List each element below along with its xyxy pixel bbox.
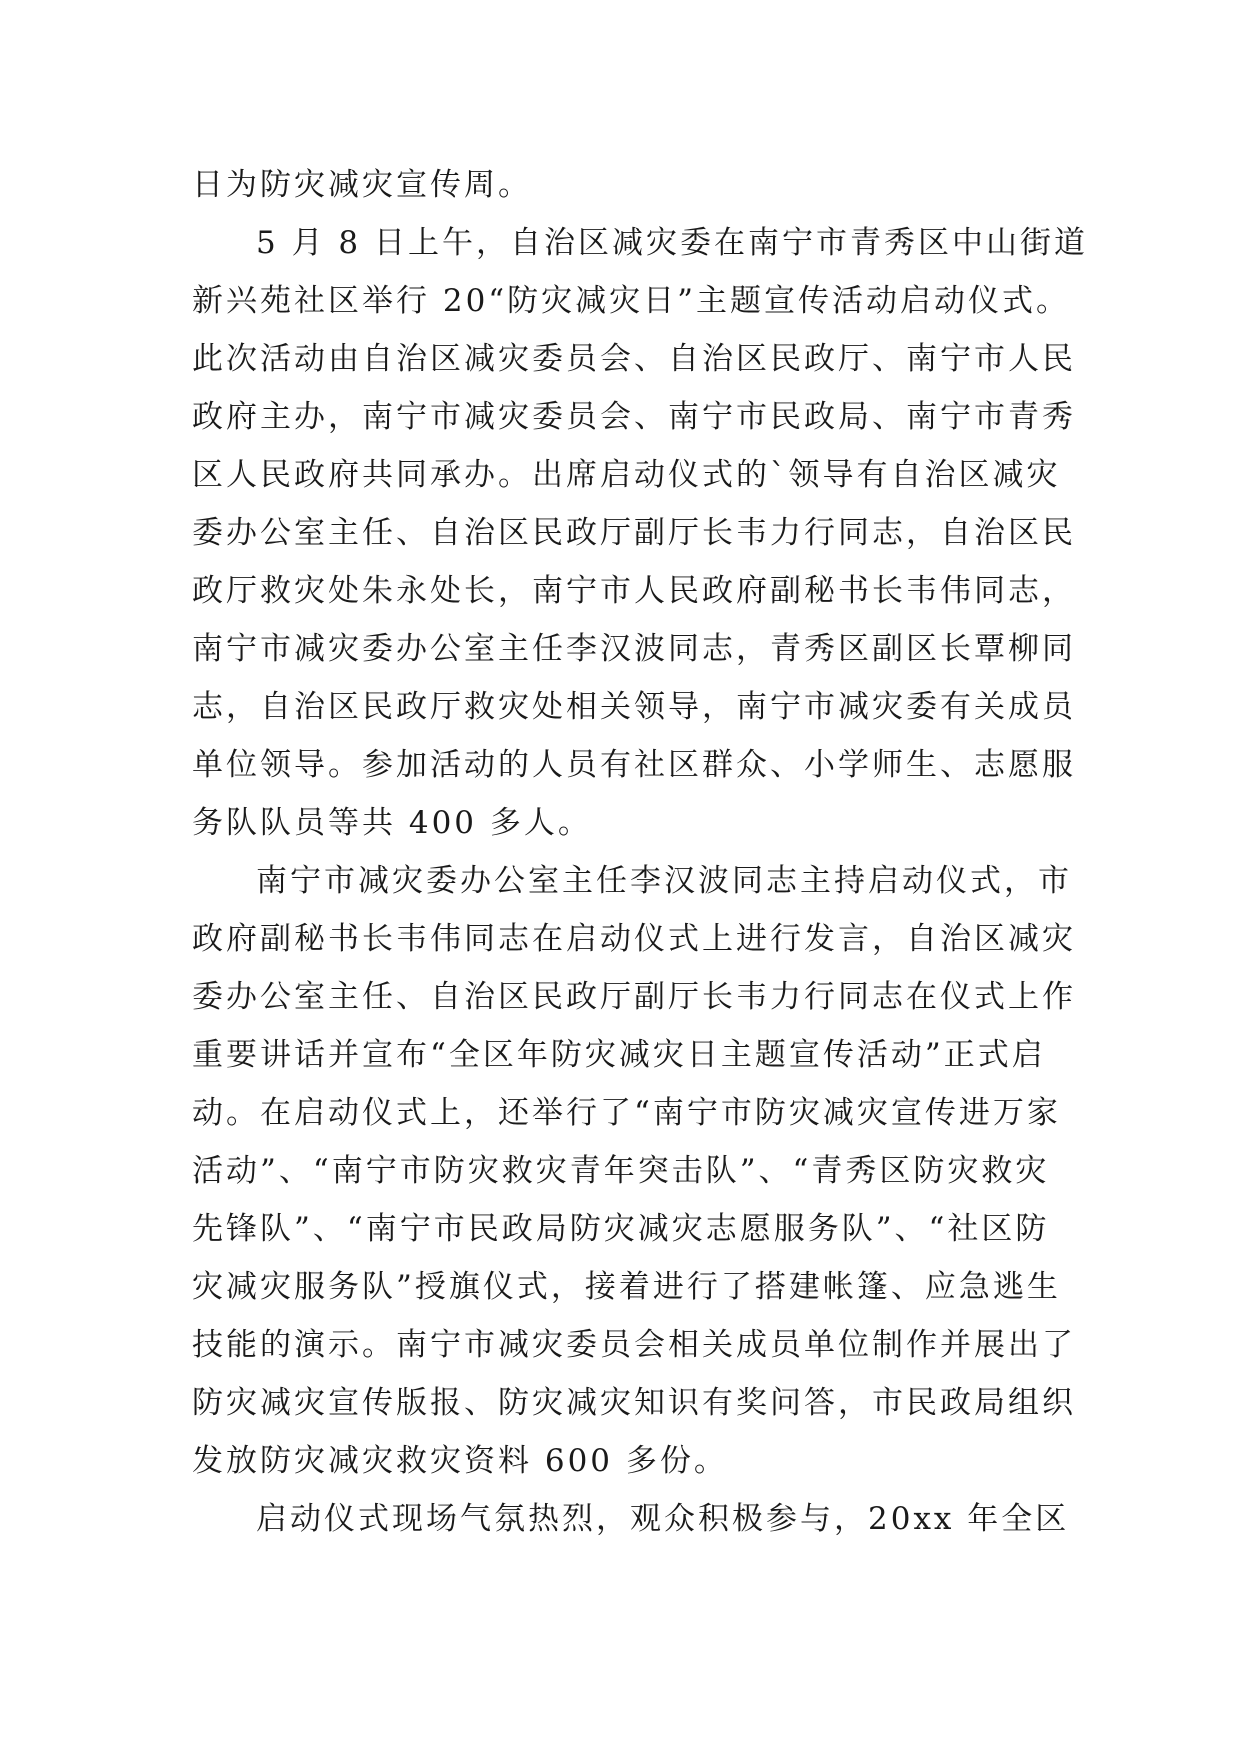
text-line: 新兴苑社区举行 20“防灾减灾日”主题宣传活动启动仪式。 bbox=[192, 283, 1070, 319]
text-line: 政厅救灾处朱永处长，南宁市人民政府副秘书长韦伟同志， bbox=[192, 573, 1076, 609]
text-line: 单位领导。参加活动的人员有社区群众、小学师生、志愿服 bbox=[192, 747, 1076, 783]
text-line: 区人民政府共同承办。出席启动仪式的`领导有自治区减灾 bbox=[192, 457, 1061, 493]
text-line: 动。在启动仪式上，还举行了“南宁市防灾减灾宣传进万家 bbox=[192, 1095, 1061, 1131]
text-line: 发放防灾减灾救灾资料 600 多份。 bbox=[192, 1443, 728, 1479]
text-line: 技能的演示。南宁市减灾委员会相关成员单位制作并展出了 bbox=[192, 1327, 1076, 1363]
text-line: 防灾减灾宣传版报、防灾减灾知识有奖问答，市民政局组织 bbox=[192, 1385, 1076, 1421]
text-line: 此次活动由自治区减灾委员会、自治区民政厅、南宁市人民 bbox=[192, 341, 1076, 377]
text-line: 委办公室主任、自治区民政厅副厅长韦力行同志，自治区民 bbox=[192, 515, 1076, 551]
text-line: 务队队员等共 400 多人。 bbox=[192, 805, 592, 841]
paragraph-start-line: 南宁市减灾委办公室主任李汉波同志主持启动仪式，市 bbox=[256, 863, 1072, 899]
text-line: 重要讲话并宣布“全区年防灾减灾日主题宣传活动”正式启 bbox=[192, 1037, 1046, 1073]
text-line: 活动”、“南宁市防灾救灾青年突击队”、“青秀区防灾救灾 bbox=[192, 1153, 1050, 1189]
paragraph-start-line: 5 月 8 日上午，自治区减灾委在南宁市青秀区中山街道 bbox=[256, 225, 1089, 261]
text-line: 志，自治区民政厅救灾处相关领导，南宁市减灾委有关成员 bbox=[192, 689, 1076, 725]
paragraph-start-line: 启动仪式现场气氛热烈，观众积极参与，20xx 年全区 bbox=[256, 1501, 1070, 1537]
text-line: 委办公室主任、自治区民政厅副厅长韦力行同志在仪式上作 bbox=[192, 979, 1076, 1015]
text-line: 政府主办，南宁市减灾委员会、南宁市民政局、南宁市青秀 bbox=[192, 399, 1076, 435]
text-line: 日为防灾减灾宣传周。 bbox=[192, 167, 532, 203]
text-line: 政府副秘书长韦伟同志在启动仪式上进行发言，自治区减灾 bbox=[192, 921, 1076, 957]
document-body bbox=[192, 156, 1089, 1548]
text-line: 南宁市减灾委办公室主任李汉波同志，青秀区副区长覃柳同 bbox=[192, 631, 1076, 667]
text-line: 先锋队”、“南宁市民政局防灾减灾志愿服务队”、“社区防 bbox=[192, 1211, 1050, 1247]
text-line: 灾减灾服务队”授旗仪式，接着进行了搭建帐篷、应急逃生 bbox=[192, 1269, 1061, 1305]
